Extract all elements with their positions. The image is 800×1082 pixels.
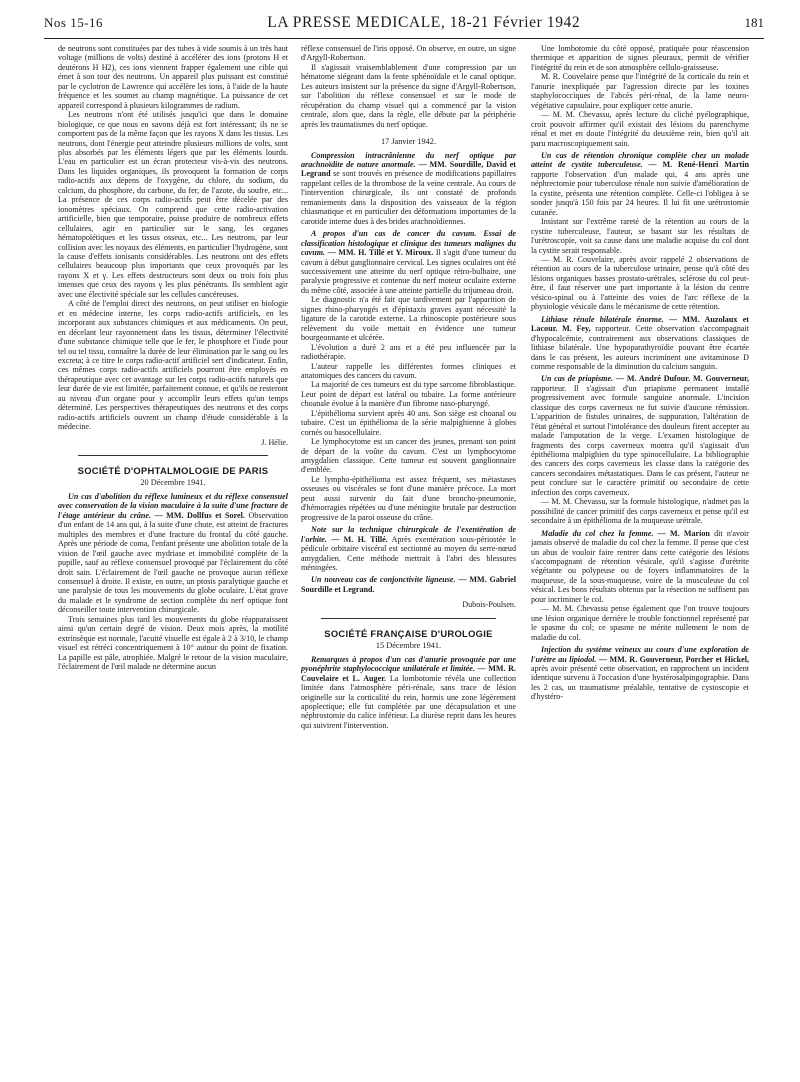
- abstract-text: Après exentération sous-périostée le pédicule orbitaire viscéral est sectionné au moyen du serre-nœud amygdalien. Cette méthode mettrait à l'abri des blessures méningées.: [301, 534, 516, 573]
- session-date: 17 Janvier 1942.: [380, 137, 437, 147]
- paragraph: M. R. Couvelaire pense que l'intégrité de la corticale du rein et l'anurie inexpliquée par l'agression directe par les toxines staphylococciques de l'abcès péri-rénal, de la lame neuro-végétative capsulaire, pour expliquer cette anurie.: [531, 72, 749, 110]
- paragraph: — M. M. Chevassu, après lecture du cliché pyélographique, croit pouvoir affirmer qu'il existait des lésions du parenchyme rénal et met en doute l'intégrité du deuxième rein, bien qu'il ait paru macroscopiquement sain.: [531, 110, 749, 148]
- section-divider: [78, 455, 268, 456]
- paragraph: — M. M. Chevassu, sur la formule histologique, n'admet pas la possibilité de cancer primitif des corps caverneux et pense qu'il est secondaire à un épithélioma de la muqueuse urétrale.: [531, 497, 749, 526]
- abstract-text: se sont trouvés en présence de modifications papillaires rappelant celles de la thrombose de la veine centrale. Au cours de l'intervention chirurgicale, ils ont constaté de profonds remaniements dans la disposition des vaisseaux de la région chiasmatique et en particulier des déformations importantes de la carotide interne dues à des brides arachnoïdiennes.: [301, 169, 516, 226]
- abstract-authors: — MM. R. Couvelaire et L. Auger.: [301, 664, 516, 683]
- abstract-authors: — MM. Dollfus et Sorel.: [154, 510, 245, 520]
- session-date: 20 Décembre 1941.: [140, 478, 206, 488]
- society-heading: SOCIÉTÉ FRANÇAISE D'UROLOGIE: [324, 627, 493, 639]
- society-heading: SOCIÉTÉ D'OPHTALMOLOGIE DE PARIS: [77, 465, 269, 477]
- column-3: [531, 44, 749, 1076]
- abstract-paragraph: [301, 229, 516, 295]
- abstract-paragraph: [301, 575, 516, 594]
- paragraph: Les neutrons n'ont été utilisés jusqu'ici que dans le domaine biologique, ce que nous en savons déjà est fort intéressant; ils ne se comportent pas de la même façon que les rayons X dans les tissus. Les neutrons, dont l'énergie peut atteindre plusieurs millions de volts, sont plus absorbés par les éléments légers que par les éléments lourds. L'eau en particulier est un écran protecteur vis-à-vis des neutrons. Dans les liquides organiques, ils provoquent la formation de corps radio-actifs aux dépens de l'oxygène, du chlore, du sodium, du calcium, du phosphore, du carbone, du fer, de l'azote, du soufre, etc... La présence de ces corps radio-actifs peut être décelée par des ionomètres spéciaux. On comprend que cette radio-activation artificielle, bien que temporaire, puisse produire de nombreux effets cellulaires, agir en particulier sur le sang, les organes hématopoïétiques et les tissus osseux, etc... Les neutrons, par leur collision avec les noyaux des éléments, en particulier l'hydrogène, sont la cause d'effets ionisants considérables. Les neutrons ont des effets cellulaires beaucoup plus importants que ceux provoqués par les rayons X et γ. Les effets destructeurs sont deux ou trois fois plus intenses que ceux des rayons γ les plus pénétrants. Ils semblent agir avec une électivité spéciale sur les cellules cancéreuses.: [58, 110, 288, 299]
- abstract-title: Un cas de priapisme.: [541, 374, 614, 384]
- abstract-title: Un cas d'abolition du réflexe lumineux et du réflexe consensuel avec conservation de la vision maculaire à la suite d'une fracture de l'étage antérieur du crâne.: [58, 491, 288, 520]
- page-header: [44, 14, 764, 36]
- paragraph: L'évolution a duré 2 ans et a été peu influencée par la radiothérapie.: [301, 342, 516, 362]
- paragraph: Insistant sur l'extrême rareté de la rétention au cours de la cystite tuberculeuse, l'auteur, se basant sur les résultats de l'urétroscopie, voit sa cause dans une maladie acquise du col dont la cystite serait responsable.: [531, 217, 749, 255]
- abstract-authors: — M. René-Henri Martin: [648, 160, 749, 170]
- abstract-authors: — M. H. Tillé.: [331, 534, 388, 544]
- paragraph: A côté de l'emploi direct des neutrons, on peut utiliser en biologie et en médecine interne, les corps radio-actifs artificiels, en les incorporant aux substances chimiques et aux médicaments. On peut, en décelant leur rayonnement dans les tissus, déterminer l'électivité d'une substance chimique telle que le fer, le phosphore et l'iode pour tel ou tel tissu, connaître la durée de leur élimination par le sang ou les excreta; à ce titre le corps radio-actif artificiel sert d'indicateur. Enfin, ces mêmes corps radio-actifs artificiels pourront être employés en thérapeutique avec cet avantage sur les corps radio-actifs naturels que leur durée de vie est limitée, parfaitement connue, et qu'ils ne resteront au niveau d'un organe pour y accomplir leurs effets qu'un temps déterminé. Les perspectives thérapeutiques des neutrons et des corps radio-actifs artificiels ouvrent un champ d'étude considérable à la médecine.: [58, 299, 288, 432]
- abstract-title: Un nouveau cas de conjonctivite ligneuse.: [311, 575, 456, 585]
- section-divider: [321, 618, 496, 619]
- abstract-authors: — MM. Gabriel Sourdille et Legrand.: [301, 575, 516, 594]
- journal-masthead: LA PRESSE MEDICALE, 18-21 Février 1942: [267, 14, 581, 31]
- column-1: [58, 44, 288, 1076]
- abstract-title: Maladie du col chez la femme.: [541, 528, 654, 538]
- paragraph: Le lymphocytome est un cancer des jeunes, prenant son point de départ de la voûte du cavum. C'est un lymphocytome amygdalien classique. Cette tumeur est souvent ganglionnaire d'emblée.: [301, 437, 516, 475]
- abstract-text: Observation d'un enfant de 14 ans qui, à la suite d'une chute, est atteint de fractures multiples des membres et d'une fracture du frontal du côté gauche. Après une période de coma, l'enfant présente une abolition totale de la vision de l'œil gauche avec mydriase et immobilité complète de la pupille, sauf au réflexe consensuel provoqué par l'éclairement du côté droit sain. L'éclairement de l'œil gauche ne provoque aucun réflexe consensuel à droite. Il existe, en outre, un ptosis paralytique gauche et une paralysie de tous les mouvements du globe oculaire. L'état grave du malade et le syndrome de section complète du nerf optique font déconseiller toute intervention chirurgicale.: [58, 510, 288, 615]
- abstract-paragraph: [531, 374, 749, 497]
- abstract-paragraph: [301, 525, 516, 572]
- abstract-title: Injection du système veineux au cours d'une exploration de l'urètre au lipiodol.: [531, 645, 749, 664]
- abstract-authors: — M. Marion: [657, 528, 710, 538]
- paragraph: de neutrons sont constituées par des tubes à vide soumis à un très haut voltage (millions de volts) destiné à accélérer des ions (protons H et deutérons H H2), ces ions viennent frapper également une cible qui émet à son tour des neutrons. Un appareil plus puissant est constitué par le cyclotron de Lawrence qui accélère les ions, à l'aide de la haute fréquence et les soumet au champ magnétique. La puissance de cet appareil correspond à plusieurs kilogrammes de radium.: [58, 44, 288, 110]
- paragraph: Le diagnostic n'a été fait que tardivement par l'apparition de signes rhino-pharyngés et d'épistaxis graves ayant nécessité la ligature de la carotide externe. La rhinoscopie postérieure sous relèvement du voile mettait en évidence une tumeur bourgeonnante et ulcérée.: [301, 295, 516, 343]
- header-rule: [44, 38, 764, 39]
- abstract-text: dit n'avoir jamais observé de maladie du col chez la femme. Il pense que c'est un abus de vouloir faire rentrer dans cette catégorie des lésions s'accompagnant de rétention vésicale, qu'il s'agisse d'urétrite végétante ou polypeuse ou de foyers inflammatoires de la muqueuse, de la sous-muqueuse, voire de la musculeuse du col vésical. Les bons résultats obtenus par la résection ne suffisent pas pour incriminer le col.: [531, 528, 749, 604]
- abstract-authors: — MM. Auzolaux et Lacour. M. Fey,: [531, 314, 749, 334]
- paragraph: Il s'agissait vraisemblablement d'une compression par un hématome siégeant dans la fente sphénoïdale et le canal optique. Les auteurs insistent sur la présence du signe d'Argyll-Robertson, sur l'abolition du réflexe consensuel et sur le mode de récupération du champ visuel qui a commencé par la vision centrale, alors que, dans la règle, elle débute par la périphérie après les traumatismes du nerf optique.: [301, 62, 516, 129]
- paragraph: réflexe consensuel de l'iris opposé. On observe, en outre, un signe d'Argyll-Robertson.: [301, 44, 516, 63]
- abstract-text: rapporte l'observation d'un malade qui, 4 ans après une néphrectomie pour tuberculose rénale non suivie d'amélioration de la cystite, présenta une rétention complète. Celle-ci l'obligea à se sonder jusqu'à 150 fois par 24 heures. Il lui fit une urétrostomie cutanée.: [531, 169, 749, 217]
- abstract-authors: — MM. R. Gouverneur, Porcher et Hickel,: [598, 654, 749, 664]
- abstract-title: Un cas de rétention chronique complète chez un malade atteint de cystite tuberculeuse.: [531, 150, 749, 170]
- author-signature: Dubois-Poulsen.: [462, 600, 516, 610]
- page-number: 181: [744, 15, 764, 30]
- abstract-title: A propos d'un cas de cancer du cavum. Essai de classification histologique et clinique des tumeurs malignes du cavum.: [301, 229, 516, 258]
- paragraph: Une lombotomie du côté opposé, pratiquée pour réascension thermique et apparition de signes pleuraux, permit de vérifier l'intégrité du rein et de son atmosphère cellulo-graisseuse.: [531, 44, 749, 72]
- abstract-text: rapporteur. Il s'agissait d'un priapisme permanent installé progressivement avec formule sanguine anormale. L'incision classique des corps caverneux ne fut suivie d'aucune rémission. L'apparition de fistules urinaires, de suppuration, l'altération de l'état général et surtout l'intolérance des douleurs firent accepter au malade l'amputation de la verge. L'examen histologique de fragments des corps caverneux montra qu'il s'agissait d'un épithélioma malpighien du type spinocellulaire. La bibliographie des cancers des corps caverneux les classe dans la catégorie des cancers secondaires métastatiques. Dans le cas présent, l'auteur ne peut conclure sur le caractère primitif ou secondaire de cette infection des corps caverneux.: [531, 383, 749, 497]
- abstract-authors: — M. André Dufour. M. Gouverneur,: [615, 374, 749, 384]
- issue-number: Nos 15-16: [44, 15, 104, 30]
- paragraph: La majorité de ces tumeurs est du type sarcome fibroblastique. Leur point de départ est latéral ou tubaire. La forme antérieure choanale évolue à la manière d'un fibrome naso-pharyngé.: [301, 380, 516, 409]
- author-signature: J. Hélie.: [261, 437, 288, 447]
- paragraph: Trois semaines plus tard les mouvements du globe réapparaissent ainsi qu'un certain degré de vision. Deux mois après, la motilité extrinsèque est normale, l'acuité visuelle est égale à 2 à 3/10, le champ visuel est rétréci concentriquement à 10° autour du point de fixation. La papille est pâle, atrophiée. Malgré le retour de la vision maculaire, l'éclairement de l'œil malade ne détermine aucun: [58, 614, 288, 672]
- session-date: 15 Décembre 1941.: [375, 641, 442, 651]
- abstract-paragraph: [531, 315, 749, 372]
- paragraph: — M. R. Couvelaire, après avoir rappelé 2 observations de rétention au cours de la tuberculose urinaire, pense qu'à côté des lésions organiques basses prostato-urétrales, sclérose du col peut-être, il faut réserver une part importante à la lésion du centre vésico-spinal ou à l'atteinte des voies de l'arc réflexe de la physiologie vésicale dans le mécanisme de cette rétention.: [531, 254, 749, 312]
- abstract-paragraph: [531, 151, 749, 217]
- abstract-text: après avoir présenté cette observation, en rapprochent un incident identique survenu à l'occasion d'une hystérosalpingographie. Dans les 2 cas, un traumatisme préalable, tentative de cystoscopie et d'hystéro-: [531, 664, 749, 702]
- abstract-paragraph: [58, 492, 288, 615]
- abstract-paragraph: [301, 655, 516, 731]
- paragraph: Le lympho-épithélioma est assez fréquent, ses métastases osseuses ou viscérales se font d'une manière précoce. La mort peut aussi survenir du fait d'une broncho-pneumonie, d'hémorragies répétées ou d'une méningite brutale par destruction progressive de la paroi osseuse du crâne.: [301, 474, 516, 522]
- abstract-authors: — MM. H. Tillé et Y. Miroux.: [327, 248, 434, 258]
- abstract-paragraph: [531, 529, 749, 605]
- abstract-paragraph: [531, 645, 749, 702]
- paragraph: L'auteur rappelle les différentes formes cliniques et anatomiques des cancers du cavum.: [301, 361, 516, 380]
- abstract-text: Il s'agit d'une tumeur du cavum à début ganglionnaire cervical. Les signes oculaires ont été successivement une atteinte du nerf optique rétro-bulbaire, une paralysie progressive et contenue du nerf moteur oculaire externe du même côté, associée à une atteinte partielle du trijumeau droit.: [301, 248, 516, 295]
- abstract-title: Lithiase rénale bilatérale énorme.: [541, 314, 664, 324]
- abstract-text: La lombotomie révéla une collection limitée dans l'atmosphère péri-rénale, sans trace de lésion originelle sur la corticalité du rein, hormis une zone légèrement apoplectique; elle fut complétée par une décapsulation et une néphrostomie du calice inférieur. La diurèse reprit dans les heures qui suivirent l'intervention.: [301, 673, 516, 730]
- abstract-text: rapporteur. Cette observation s'accompagnait d'hypocalcémie, contrairement aux observations classiques de lithiase bilatérale. Une hypoparathyroïdie pouvant être écartée dans le cas présent, les auteurs incriminent une avitaminose D comme responsable de la diminution du calcium sanguin.: [531, 324, 749, 371]
- paragraph: — M. M. Chevassu pense également que l'on trouve toujours une lésion organique derrière le trouble fonctionnel représenté par le spasme du col; ce spasme ne mérite nullement le nom de maladie du col.: [531, 604, 749, 642]
- paragraph: L'épithélioma survient après 40 ans. Son siège est choanal ou tubaire. C'est un épithélioma de la série malpighienne à globes cornés ou basocellulaire.: [301, 408, 516, 437]
- abstract-title: Remarques à propos d'un cas d'anurie provoquée par une pyonéphrite staphylococcique unilatérale et limitée.: [301, 654, 516, 674]
- abstract-title: Note sur la technique chirurgicale de l'exentération de l'orbite.: [301, 525, 516, 544]
- abstract-paragraph: [301, 151, 516, 227]
- abstract-authors: — MM. Sourdille, David et Legrand: [301, 159, 516, 179]
- abstract-title: Compression intracrânienne du nerf optique par arachnoïdite de nature anormale.: [301, 150, 516, 169]
- column-2: [301, 44, 516, 1076]
